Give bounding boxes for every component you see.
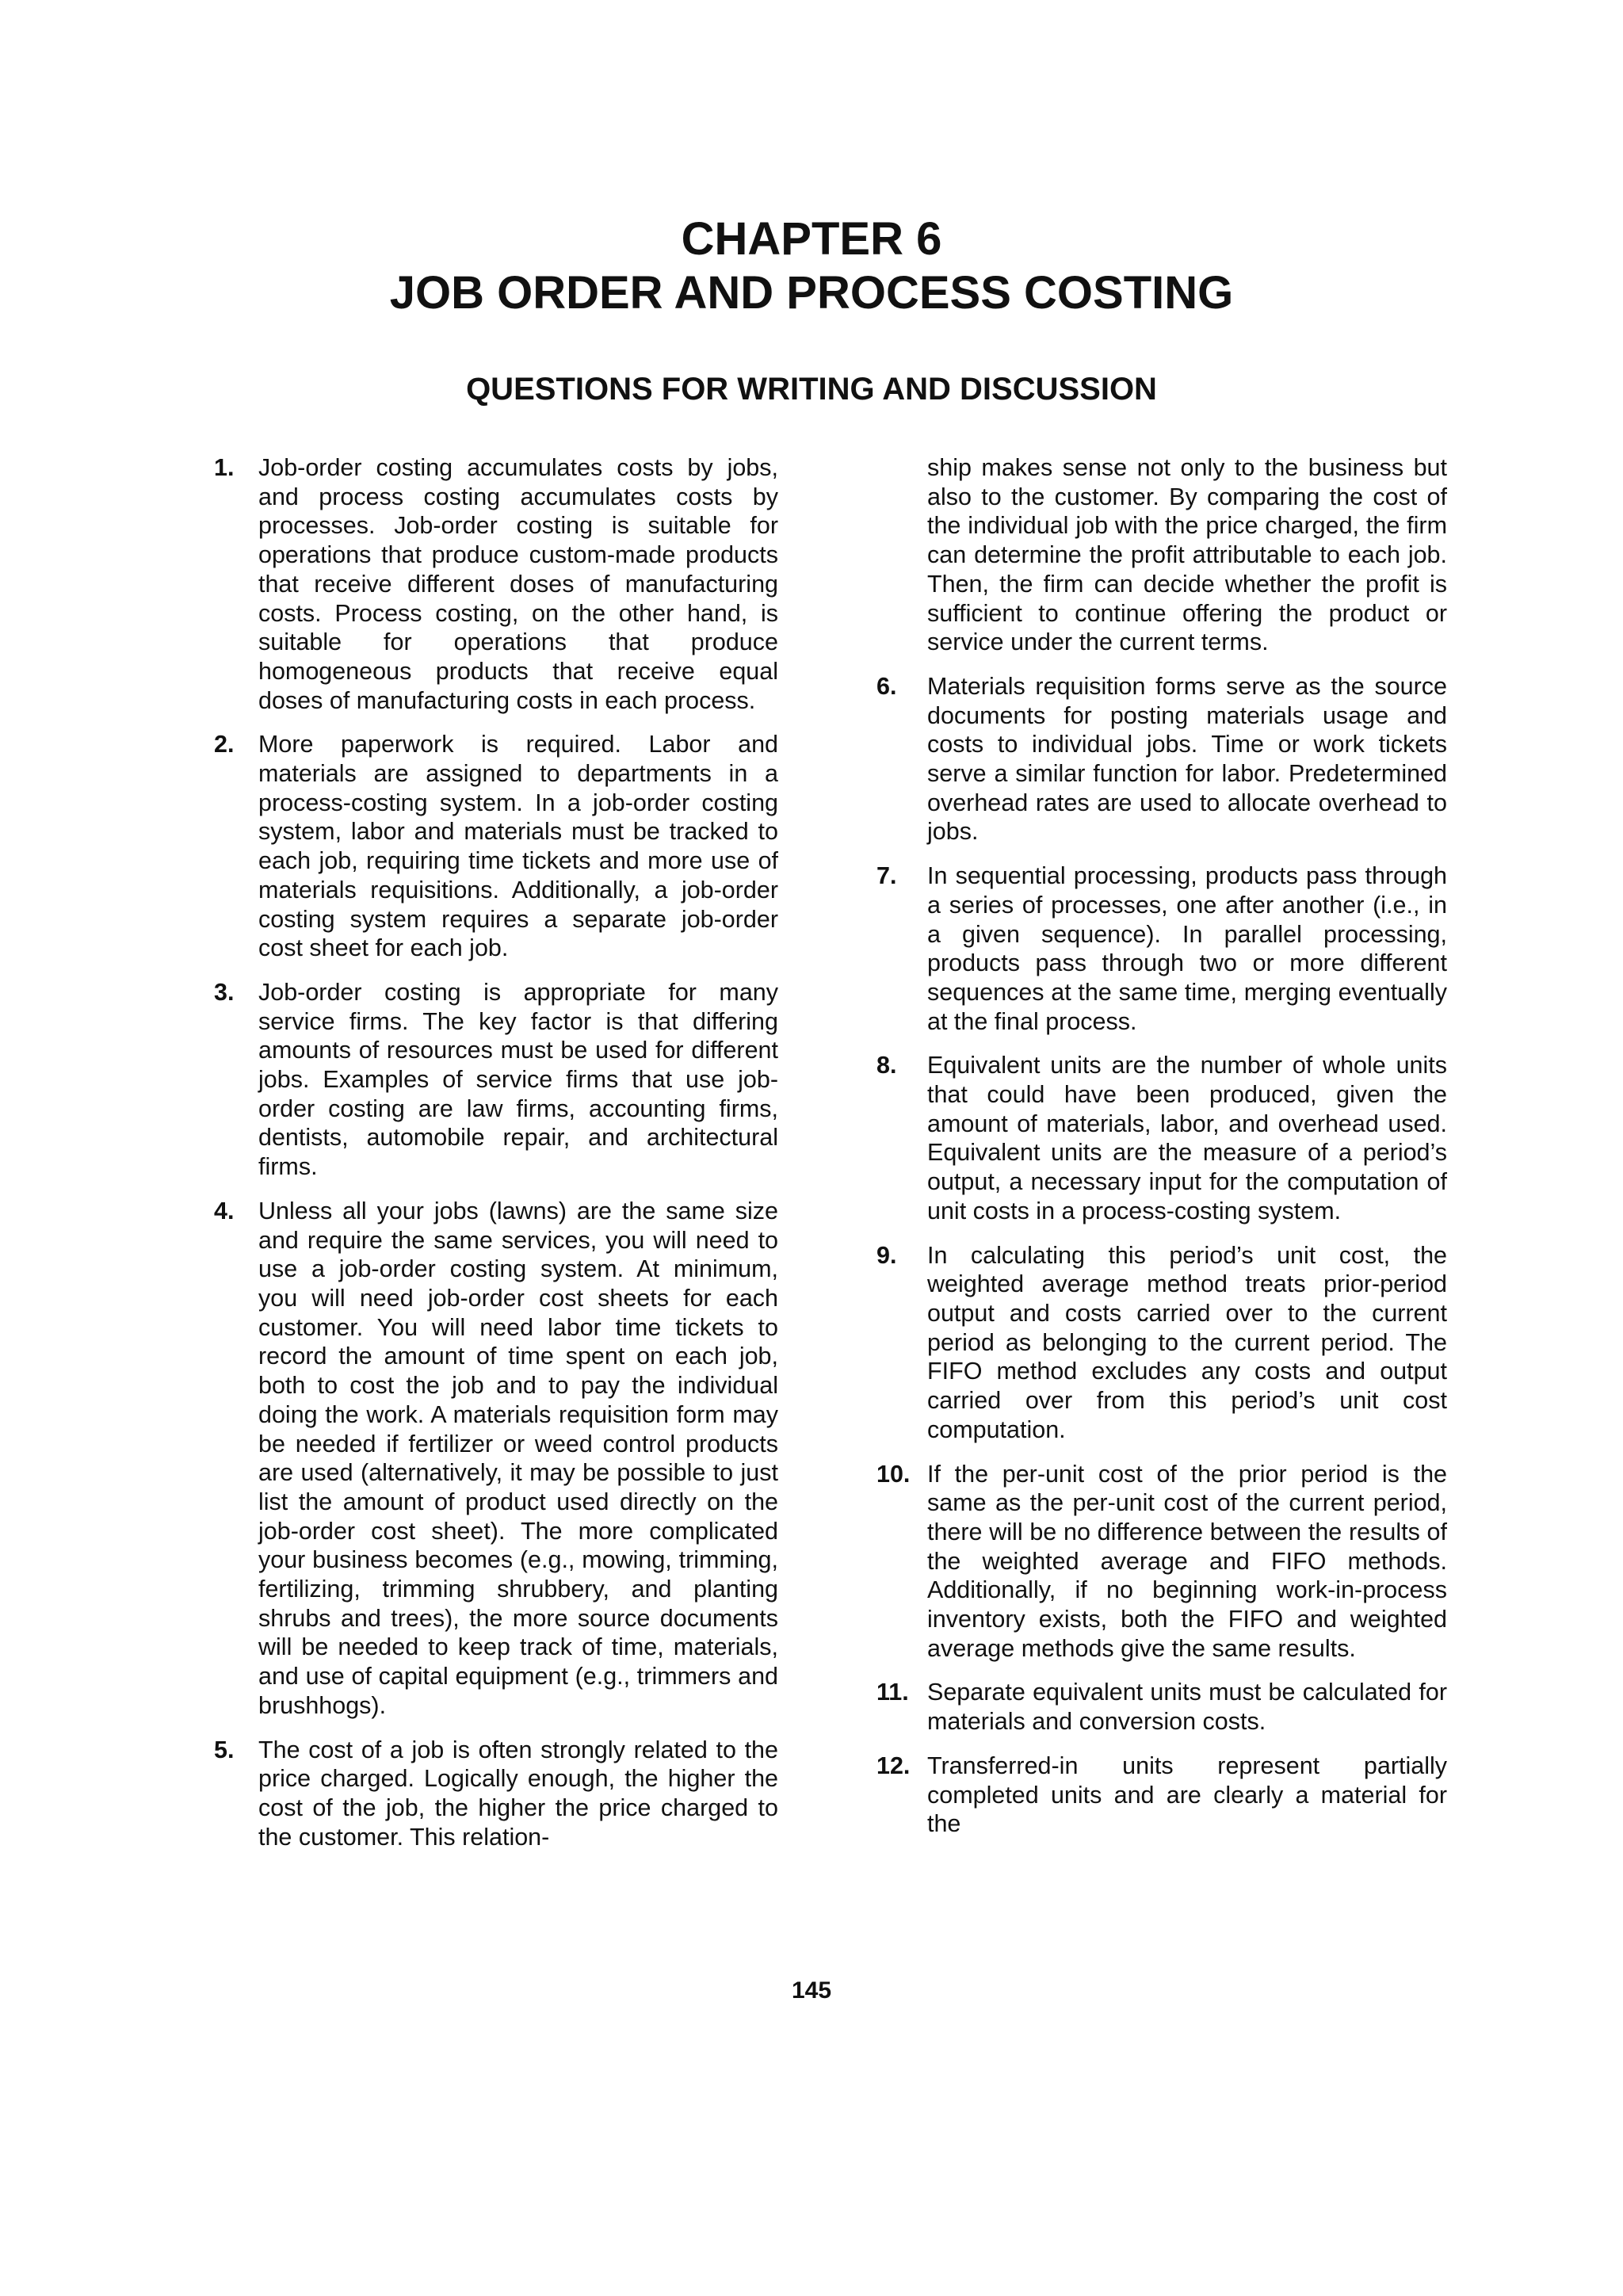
question-text: If the per-unit cost of the prior period is the same as the per-unit cost of the current period, there will be no difference between the results of the weighted average and FIFO methods. Additionally, if no beginning work-in-process inventory exists, both the FIFO and weighted average methods give the same results.	[927, 1460, 1447, 1662]
question-text: Separate equivalent units must be calculated for materials and conversion costs.	[927, 1679, 1447, 1736]
question-number: 12.	[876, 1752, 911, 1779]
question-1	[208, 453, 778, 715]
question-11	[876, 1678, 1447, 1736]
question-text: More paperwork is required. Labor and materials are assigned to departments in a process-costing system. In a job-order costing system, labor and materials must be tracked to each job, requiring time tickets and more use of materials requisitions. Additionally, a job-order costing system requires a separate job-order cost sheet for each job.	[258, 731, 778, 962]
question-7	[876, 861, 1447, 1036]
question-number: 5.	[214, 1736, 235, 1763]
question-4	[208, 1197, 778, 1721]
section-heading: QUESTIONS FOR WRITING AND DISCUSSION	[466, 372, 1157, 407]
question-number: 7.	[876, 862, 897, 890]
chapter-title: JOB ORDER AND PROCESS COSTING	[389, 267, 1234, 319]
question-number: 10.	[876, 1460, 911, 1488]
question-text: In calculating this period’s unit cost, the weighted average method treats prior-period output and costs carried over to the current period as belonging to the current period. The FIFO method excludes any costs and output carried over from this period’s unit cost computation.	[927, 1241, 1447, 1443]
question-2	[208, 730, 778, 963]
question-10	[876, 1460, 1447, 1664]
question-text: Unless all your jobs (lawns) are the same size and require the same services, you will need to use a job-order costing system. At minimum, you will need job-order cost sheets for each customer. You will need labor time tickets to record the amount of time spent on each job, both to cost the job and to pay the individual doing the work. A materials requisition form may be needed if fertilizer or weed control products are used (alternatively, it may be possible to just list the amount of product used directly on the job-order cost sheet). The more complicated your business becomes (e.g., mowing, trimming, fertilizing, trimming shrubbery, and planting shrubs and trees), the more source documents will be needed to keep track of time, materials, and use of capital equipment (e.g., trimmers and brushhogs).	[258, 1197, 778, 1719]
chapter-number: CHAPTER 6	[681, 213, 942, 265]
question-number: 11.	[876, 1679, 909, 1706]
page-number: 145	[791, 1977, 832, 2004]
question-9	[876, 1241, 1447, 1445]
question-number: 8.	[876, 1052, 897, 1079]
question-number: 4.	[214, 1197, 235, 1224]
left-column	[208, 453, 778, 1866]
question-3	[208, 978, 778, 1182]
question-5	[208, 1736, 778, 1852]
right-column	[876, 453, 1447, 1854]
question-text: Equivalent units are the number of whole units that could have been produced, given the amount of materials, labor, and overhead used. Equivalent units are the measure of a period’s output, a necessary input for the computation of unit costs in a process-costing system.	[927, 1052, 1447, 1224]
question-6	[876, 672, 1447, 846]
question-number: 9.	[876, 1241, 897, 1269]
question-8	[876, 1051, 1447, 1225]
question-text: Materials requisition forms serve as the source documents for posting materials usage and costs to individual jobs. Time or work tickets serve a similar function for labor. Predetermined overhead rates are used to allocate overhead to jobs.	[927, 672, 1447, 846]
question-text: Job-order costing is appropriate for many service firms. The key factor is that differing amounts of resources must be used for different jobs. Examples of service firms that use job-order costing are law firms, accounting firms, dentists, automobile repair, and architectural firms.	[258, 978, 778, 1181]
question-text: Job-order costing accumulates costs by jobs, and process costing accumulates costs by processes. Job-order costing is suitable for operations that produce custom-made products that receive different doses of manufacturing costs. Process costing, on the other hand, is suitable for operations that produce homogeneous products that receive equal doses of manufacturing costs in each process.	[258, 454, 778, 714]
question-number: 2.	[214, 731, 235, 758]
question-number: 1.	[214, 454, 235, 481]
question-number: 3.	[214, 978, 235, 1006]
question-text: In sequential processing, products pass through a series of processes, one after another (i.e., in a given sequence). In parallel processing, products pass through two or more different sequences at the same time, merging eventually at the final process.	[927, 862, 1447, 1035]
question-5-continuation: ship makes sense not only to the business but also to the customer. By comparing the cost of the individual job with the price charged, the firm can determine the profit attributable to each job. Then, the firm can decide whether the profit is sufficient to continue offering the product or service under the current terms.	[927, 454, 1447, 656]
question-number: 6.	[876, 672, 897, 700]
question-12	[876, 1752, 1447, 1839]
question-text: Transferred-in units represent partially completed units and are clearly a material for the	[927, 1752, 1447, 1838]
question-text: The cost of a job is often strongly related to the price charged. Logically enough, the higher the cost of the job, the higher the price charged to the customer. This relation-	[258, 1736, 778, 1851]
